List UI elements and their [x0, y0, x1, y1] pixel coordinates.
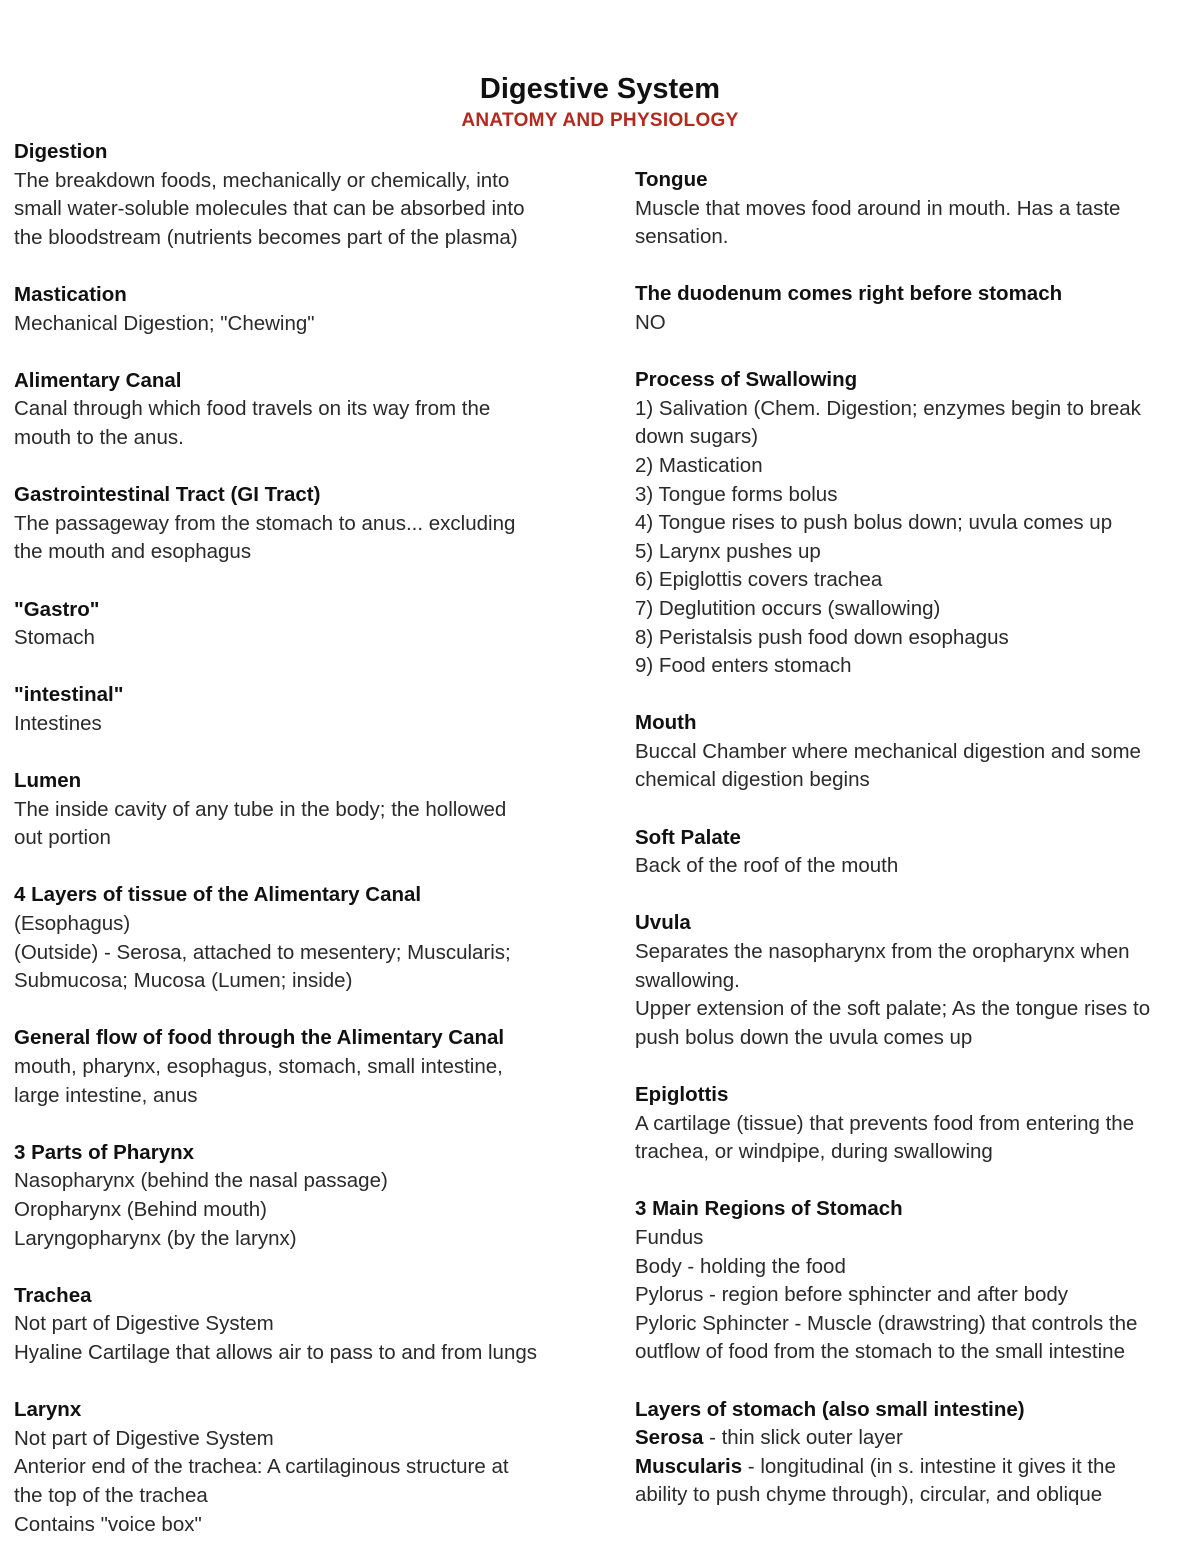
entry-definition-line: Hyaline Cartilage that allows air to pass to and from lungs	[14, 1340, 538, 1364]
entry-definition-line: The breakdown foods, mechanically or chemically, into	[14, 168, 510, 192]
entry-definition-line: sensation.	[635, 225, 729, 249]
entry-term: Lumen	[14, 769, 82, 793]
page-title: Digestive System	[479, 73, 721, 105]
entry-term: Mastication	[14, 282, 127, 306]
glossary-entry	[14, 881, 584, 995]
glossary-entry	[14, 1396, 584, 1539]
glossary-entry	[14, 1024, 584, 1110]
entry-definition-line: 2) Mastication	[635, 453, 763, 477]
entry-term: Soft Palate	[635, 825, 741, 849]
entry-definition-line: 9) Food enters stomach	[635, 654, 852, 678]
entry-definition-line: Separates the nasopharynx from the oropharynx when	[635, 940, 1130, 964]
entry-definition-line: Oropharynx (Behind mouth)	[14, 1197, 267, 1221]
entry-definition-line: Pyloric Sphincter - Muscle (drawstring) that controls the	[635, 1311, 1138, 1335]
glossary-entry	[635, 280, 1190, 337]
entry-definition-line: 7) Deglutition occurs (swallowing)	[635, 596, 941, 620]
entry-definition-line: Mechanical Digestion; "Chewing"	[14, 311, 315, 335]
entry-definition-line: outflow of food from the stomach to the small intestine	[635, 1340, 1125, 1364]
definition-text: ability to push chyme through), circular, and oblique	[635, 1483, 1103, 1507]
entry-definition-line	[635, 1424, 1190, 1453]
entry-term: 3 Parts of Pharynx	[14, 1140, 195, 1164]
glossary-entry	[635, 166, 1190, 252]
glossary-entry	[14, 596, 584, 653]
document-header	[0, 70, 1200, 134]
entry-definition-line: out portion	[14, 826, 111, 850]
glossary-entry	[14, 1139, 584, 1253]
glossary-entry	[14, 281, 584, 338]
entry-definition-line: Contains "voice box"	[14, 1512, 202, 1536]
entry-definition-line: down sugars)	[635, 425, 759, 449]
entry-definition-line: chemical digestion begins	[635, 768, 870, 792]
entry-definition-line: (Esophagus)	[14, 912, 131, 936]
entry-definition-line	[635, 1481, 1190, 1510]
entry-term: Larynx	[14, 1398, 82, 1422]
entry-term: Trachea	[14, 1283, 92, 1307]
entry-definition-line: Not part of Digestive System	[14, 1312, 274, 1336]
glossary-entry	[14, 767, 584, 853]
entry-definition-line: swallowing.	[635, 968, 740, 992]
entry-definition-line: Muscle that moves food around in mouth. Has a taste	[635, 196, 1121, 220]
entry-definition-line: Canal through which food travels on its way from the	[14, 397, 491, 421]
glossary-entry	[635, 1081, 1190, 1167]
definition-keyword: Muscularis	[635, 1454, 743, 1478]
entry-definition-line: mouth, pharynx, esophagus, stomach, small intestine,	[14, 1055, 503, 1078]
entry-definition-line: The inside cavity of any tube in the body; the hollowed	[14, 797, 507, 821]
entry-term: General flow of food through the Alimentary Canal	[14, 1026, 505, 1050]
glossary-entry	[635, 1195, 1190, 1367]
entry-definition-line: Fundus	[635, 1225, 704, 1249]
entry-definition-line: Body - holding the food	[635, 1254, 846, 1278]
entry-definition-line: small water-soluble molecules that can be absorbed into	[14, 197, 525, 221]
entry-definition-line: Upper extension of the soft palate; As the tongue rises to	[635, 997, 1151, 1021]
glossary-entry	[14, 367, 584, 453]
entry-definition-line: 6) Epiglottis covers trachea	[635, 568, 883, 592]
glossary-entry	[635, 709, 1190, 795]
entry-definition-line	[635, 1453, 1190, 1482]
entry-term: Gastrointestinal Tract (GI Tract)	[14, 483, 321, 507]
glossary-entry	[635, 909, 1190, 1052]
entry-term: Uvula	[635, 911, 691, 935]
definition-text: - thin slick outer layer	[703, 1426, 903, 1450]
glossary-entry	[14, 1282, 584, 1368]
entry-definition-line: A cartilage (tissue) that prevents food from entering the	[635, 1111, 1135, 1135]
entry-definition-line: Submucosa; Mucosa (Lumen; inside)	[14, 969, 353, 993]
entry-definition-line: 5) Larynx pushes up	[635, 539, 821, 563]
entry-definition-line: trachea, or windpipe, during swallowing	[635, 1140, 993, 1164]
entry-definition-line: large intestine, anus	[14, 1083, 198, 1107]
entry-definition-line: 3) Tongue forms bolus	[635, 482, 838, 506]
glossary-entry	[14, 481, 584, 567]
entry-definition-line: the top of the trachea	[14, 1483, 208, 1507]
entry-term: Layers of stomach (also small intestine)	[635, 1397, 1025, 1421]
glossary-entry	[635, 366, 1190, 681]
glossary-entry	[14, 681, 584, 738]
entry-definition-line: push bolus down the uvula comes up	[635, 1025, 973, 1049]
entry-definition-line: Pylorus - region before sphincter and after body	[635, 1283, 1069, 1307]
entry-term: 4 Layers of tissue of the Alimentary Canal	[14, 883, 422, 907]
entry-term: 3 Main Regions of Stomach	[635, 1197, 903, 1221]
glossary-entry	[635, 1396, 1190, 1510]
entry-term: Mouth	[635, 711, 697, 735]
entry-term: "Gastro"	[14, 597, 100, 621]
entry-definition-line: NO	[635, 310, 666, 334]
entry-term: Tongue	[635, 168, 708, 191]
entry-definition-line: Not part of Digestive System	[14, 1426, 274, 1450]
definition-keyword: Serosa	[635, 1426, 704, 1450]
glossary-entry	[635, 824, 1190, 881]
entry-definition-line: The passageway from the stomach to anus... excluding	[14, 511, 516, 535]
page-subtitle: ANATOMY AND PHYSIOLOGY	[461, 110, 739, 131]
entry-definition-line: 1) Salivation (Chem. Digestion; enzymes begin to break	[635, 396, 1141, 420]
entry-definition-line: mouth to the anus.	[14, 425, 184, 449]
entry-term: "intestinal"	[14, 683, 124, 707]
entry-definition-line: (Outside) - Serosa, attached to mesentery; Muscularis;	[14, 940, 511, 964]
left-column	[14, 138, 584, 1568]
glossary-entry	[14, 138, 584, 252]
entry-term: Epiglottis	[635, 1083, 729, 1106]
entry-definition-line: 8) Peristalsis push food down esophagus	[635, 625, 1009, 649]
entry-definition-line: Intestines	[14, 711, 102, 735]
entry-definition-line: the mouth and esophagus	[14, 540, 252, 564]
entry-definition-line: Nasopharynx (behind the nasal passage)	[14, 1169, 388, 1193]
entry-definition-line: 4) Tongue rises to push bolus down; uvula comes up	[635, 511, 1113, 535]
entry-term: Digestion	[14, 140, 108, 163]
entry-term: The duodenum comes right before stomach	[635, 282, 1063, 306]
entry-definition-line: Anterior end of the trachea: A cartilaginous structure at	[14, 1455, 509, 1479]
entry-term: Alimentary Canal	[14, 368, 182, 392]
entry-definition-line: Buccal Chamber where mechanical digestion and some	[635, 739, 1141, 763]
definition-text: - longitudinal (in s. intestine it gives it the	[742, 1454, 1116, 1478]
entry-definition-line: Back of the roof of the mouth	[635, 854, 899, 878]
entry-definition-line: the bloodstream (nutrients becomes part of the plasma)	[14, 225, 518, 249]
entry-definition-line: Stomach	[14, 626, 95, 650]
right-column	[635, 166, 1190, 1539]
entry-term: Process of Swallowing	[635, 368, 858, 392]
entry-definition-line: Laryngopharynx (by the larynx)	[14, 1226, 297, 1250]
